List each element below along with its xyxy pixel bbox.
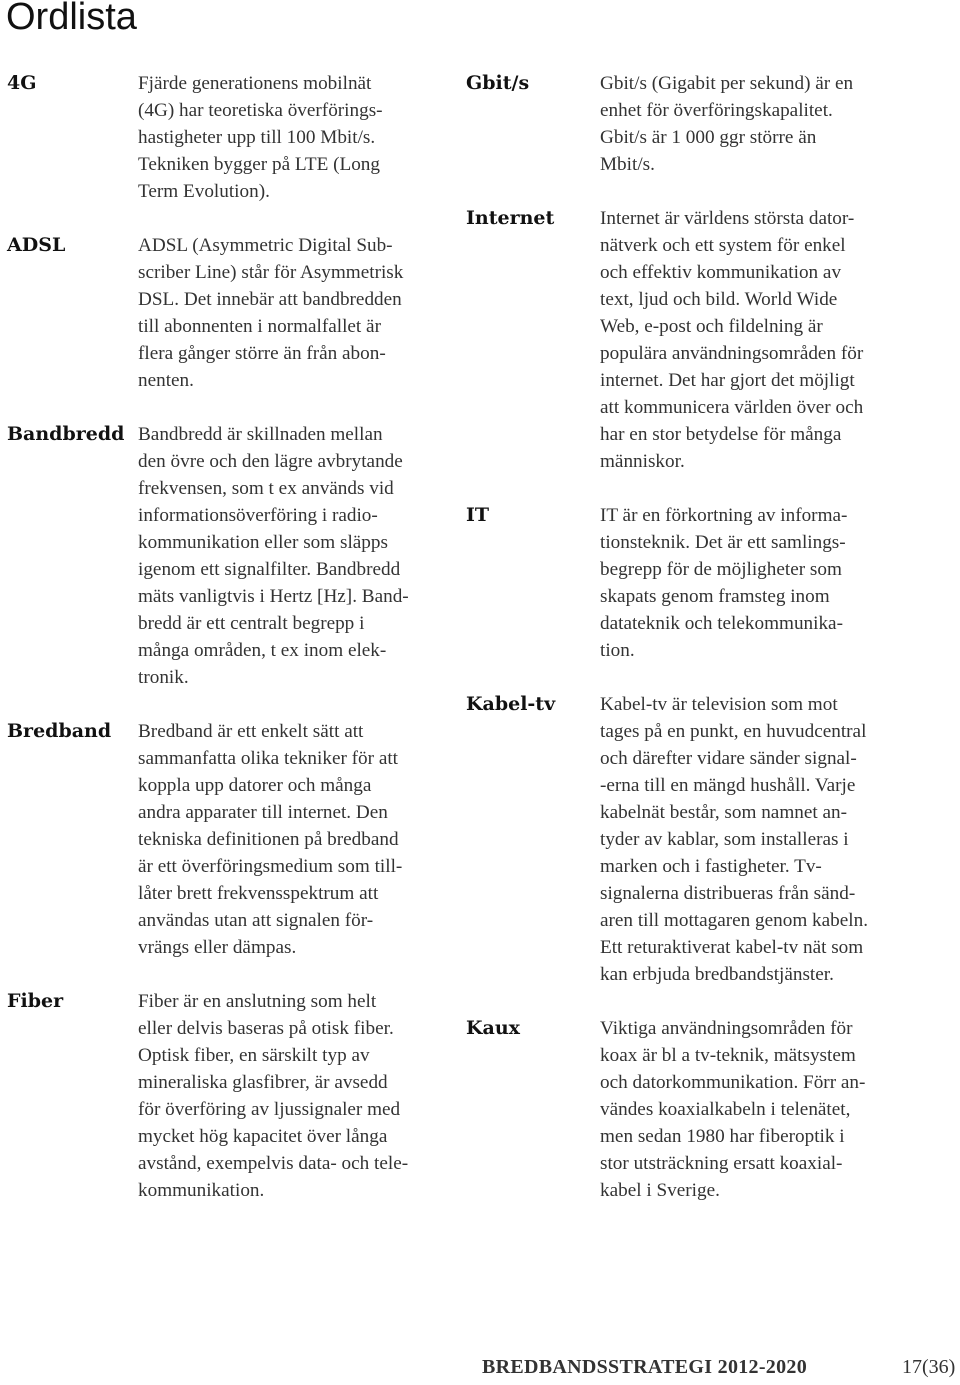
definition-line: och datorkommunikation. Förr an- <box>600 1072 866 1093</box>
definition-line: användas utan att signalen för- <box>138 910 374 931</box>
definition-line: tages på en punkt, en huvudcentral <box>600 721 867 742</box>
definition-line: kan erbjuda bredbandstjänster. <box>600 964 834 985</box>
definition-kaux <box>600 1015 865 1204</box>
definition-line: koax är bl a tv-teknik, mätsystem <box>600 1045 856 1066</box>
definition-line: Fjärde generationens mobilnät <box>138 73 372 94</box>
definition-line: igenom ett signalfilter. Bandbredd <box>138 559 401 580</box>
definition-line: Bandbredd är skillnaden mellan <box>138 424 383 445</box>
definition-line: är ett överföringsmedium som till- <box>138 856 403 877</box>
footer-page-number: 17(36) <box>902 1356 956 1378</box>
definition-line: tekniska definitionen på bredband <box>138 829 399 850</box>
definition-line: Gbit/s (Gigabit per sekund) är en <box>600 73 854 94</box>
definition-line: bredd är ett centralt begrepp i <box>138 613 365 634</box>
definition-line: frekvensen, som t ex används vid <box>138 478 394 499</box>
definition-line: aren till mottagaren genom kabeln. <box>600 910 868 931</box>
definition-bandbredd <box>138 421 409 691</box>
definition-line: avstånd, exempelvis data- och tele- <box>138 1153 409 1174</box>
definition-line: ADSL (Asymmetric Digital Sub- <box>138 235 393 256</box>
definition-line: Optisk fiber, en särskilt typ av <box>138 1045 370 1066</box>
term-internet: Internet <box>466 207 555 229</box>
page-footer <box>482 1356 956 1379</box>
definition-bredband <box>138 718 402 961</box>
definition-line: Internet är världens största dator- <box>600 208 855 229</box>
definition-line: (4G) har teoretiska överförings- <box>138 100 383 121</box>
definition-line: kommunikation eller som släpps <box>138 532 388 553</box>
definition-line: populära användningsområden för <box>600 343 864 364</box>
definition-kabel-tv <box>600 691 868 988</box>
definition-gbit-s <box>600 70 853 178</box>
definition-line: sammanfatta olika tekniker för att <box>138 748 398 769</box>
term-kaux: Kaux <box>466 1017 520 1039</box>
page-title: Ordlista <box>6 0 137 38</box>
definition-line: tronik. <box>138 667 189 688</box>
footer-document-title: BREDBANDSSTRATEGI 2012-2020 <box>482 1356 808 1378</box>
definition-line: har en stor betydelse för många <box>600 424 842 445</box>
definition-line: Fiber är en anslutning som helt <box>138 991 377 1012</box>
definition-line: flera gånger större än från abon- <box>138 343 386 364</box>
definition-line: Web, e-post och fildelning är <box>600 316 823 337</box>
definition-line: Ett returaktiverat kabel-tv nät som <box>600 937 864 958</box>
definition-line: scriber Line) står för Asymmetrisk <box>138 262 404 283</box>
definition-line: Gbit/s är 1 000 ggr större än <box>600 127 817 148</box>
definition-line: och effektiv kommunikation av <box>600 262 842 283</box>
definition-line: marken och i fastigheter. Tv- <box>600 856 822 877</box>
definition-line: för överföring av ljussignaler med <box>138 1099 401 1120</box>
definition-line: text, ljud och bild. World Wide <box>600 289 838 310</box>
definition-line: tion. <box>600 640 635 661</box>
definition-line: stor utsträckning ersatt koaxial- <box>600 1153 843 1174</box>
definition-line: låter brett frekvensspektrum att <box>138 883 379 904</box>
definition-line: mineraliska glasfibrer, är avsedd <box>138 1072 388 1093</box>
definition-line: internet. Det har gjort det möjligt <box>600 370 855 391</box>
term-bandbredd: Bandbredd <box>7 423 125 445</box>
definition-line: människor. <box>600 451 685 472</box>
definition-line: mäts vanligtvis i Hertz [Hz]. Band- <box>138 586 409 607</box>
definition-line: kabelnät består, som namnet an- <box>600 802 847 823</box>
definition-line: Viktiga användningsområden för <box>600 1018 853 1039</box>
definition-line: Term Evolution). <box>138 181 270 202</box>
definition-line: nenten. <box>138 370 194 391</box>
definition-4g <box>138 70 383 205</box>
definition-line: kabel i Sverige. <box>600 1180 720 1201</box>
definition-line: DSL. Det innebär att bandbredden <box>138 289 402 310</box>
term-4g: 4G <box>7 72 37 94</box>
definition-line: tionsteknik. Det är ett samlings- <box>600 532 846 553</box>
definition-line: tyder av kablar, som installeras i <box>600 829 849 850</box>
definition-fiber <box>138 988 408 1204</box>
definition-line: eller delvis baseras på otisk fiber. <box>138 1018 394 1039</box>
definition-line: hastigheter upp till 100 Mbit/s. <box>138 127 376 148</box>
definition-line: skapats genom framsteg inom <box>600 586 830 607</box>
definition-line: signalerna distribueras från sänd- <box>600 883 856 904</box>
definition-line: men sedan 1980 har fiberoptik i <box>600 1126 845 1147</box>
definition-line: -erna till en mängd hushåll. Varje <box>600 775 856 796</box>
definition-line: till abonnenten i normalfallet är <box>138 316 381 337</box>
definition-line: IT är en förkortning av informa- <box>600 505 848 526</box>
definition-line: att kommunicera världen över och <box>600 397 864 418</box>
definition-line: den övre och den lägre avbrytande <box>138 451 403 472</box>
definition-line: nätverk och ett system för enkel <box>600 235 846 256</box>
term-it: IT <box>466 504 490 526</box>
definition-line: och därefter vidare sänder signal- <box>600 748 857 769</box>
definition-line: vändes koaxialkabeln i telenätet, <box>600 1099 851 1120</box>
definition-adsl <box>138 232 403 394</box>
definition-line: Tekniken bygger på LTE (Long <box>138 154 380 175</box>
definition-line: kommunikation. <box>138 1180 265 1201</box>
term-kabel-tv: Kabel-tv <box>466 693 556 715</box>
term-fiber: Fiber <box>7 990 64 1012</box>
definition-line: andra apparater till internet. Den <box>138 802 388 823</box>
term-adsl: ADSL <box>7 234 66 256</box>
definition-internet <box>600 205 863 475</box>
definition-line: vrängs eller dämpas. <box>138 937 297 958</box>
definition-line: informationsöverföring i radio- <box>138 505 378 526</box>
definition-line: datateknik och telekommunika- <box>600 613 843 634</box>
term-bredband: Bredband <box>7 720 112 742</box>
definition-it <box>600 502 847 664</box>
definition-line: begrepp för de möjligheter som <box>600 559 842 580</box>
definition-line: Bredband är ett enkelt sätt att <box>138 721 364 742</box>
term-gbit-s: Gbit/s <box>466 72 530 94</box>
definition-line: mycket hög kapacitet över långa <box>138 1126 388 1147</box>
definition-line: Kabel-tv är television som mot <box>600 694 838 715</box>
definition-line: många områden, t ex inom elek- <box>138 640 387 661</box>
definition-line: enhet för överföringskapalitet. <box>600 100 833 121</box>
definition-line: koppla upp datorer och många <box>138 775 372 796</box>
definition-line: Mbit/s. <box>600 154 655 175</box>
